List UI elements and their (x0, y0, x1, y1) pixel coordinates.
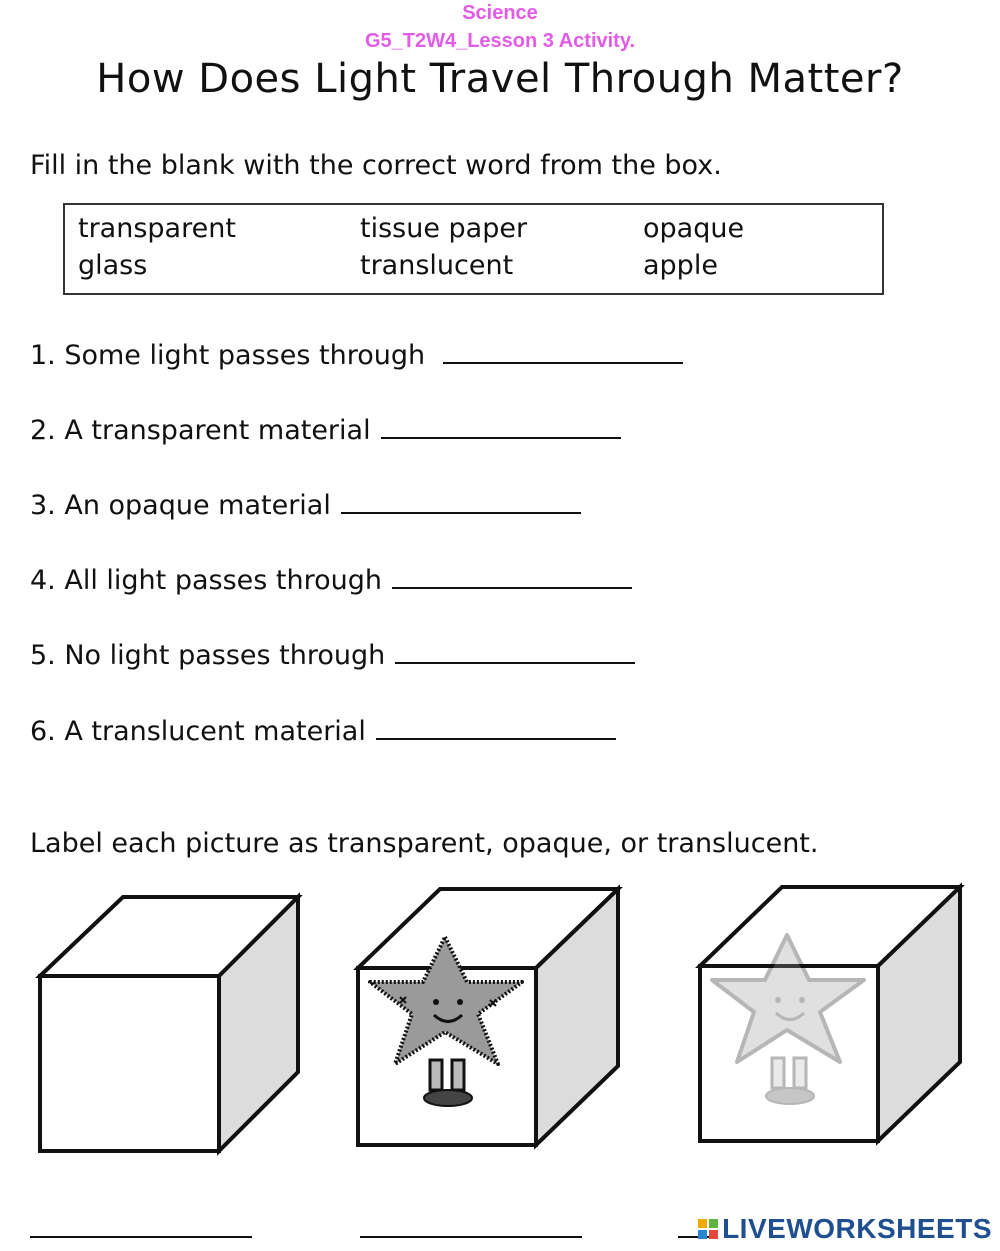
question-3 (30, 490, 581, 521)
answer-blank[interactable] (376, 732, 616, 740)
opaque-cube-picture (30, 890, 310, 1160)
word-bank-box (63, 203, 884, 295)
word-bank-item: tissue paper (360, 213, 528, 244)
page-title: How Does Light Travel Through Matter? (96, 56, 904, 102)
word-bank-item: transparent (78, 213, 236, 244)
answer-blank[interactable] (392, 581, 632, 589)
word-bank-item: opaque (643, 213, 745, 244)
word-bank-item: translucent (360, 250, 514, 281)
answer-blank[interactable] (395, 656, 635, 664)
question-6 (30, 716, 616, 747)
question-text: 1. Some light passes through (30, 340, 426, 371)
question-4 (30, 565, 632, 596)
fill-in-instruction: Fill in the blank with the correct word from the box. (30, 150, 722, 181)
word-bank-item: glass (78, 250, 148, 281)
label-instruction: Label each picture as transparent, opaque, or translucent. (30, 828, 819, 859)
answer-blank[interactable] (381, 431, 621, 439)
subject-label: Science (462, 2, 538, 24)
liveworksheets-logo (698, 1213, 992, 1245)
question-text: 5. No light passes through (30, 640, 386, 671)
brand-text: LIVEWORKSHEETS (722, 1213, 992, 1244)
question-text: 4. All light passes through (30, 565, 382, 596)
liveworksheets-icon (698, 1219, 718, 1239)
question-2 (30, 415, 621, 446)
word-bank-item: apple (643, 250, 718, 281)
question-text: 6. A translucent material (30, 716, 366, 747)
answer-blank[interactable] (443, 356, 683, 364)
lesson-label: G5_T2W4_Lesson 3 Activity. (364, 30, 636, 52)
question-1 (30, 340, 683, 371)
question-5 (30, 640, 635, 671)
picture-1-answer-line[interactable] (30, 1236, 252, 1238)
question-text: 2. A transparent material (30, 415, 371, 446)
question-text: 3. An opaque material (30, 490, 331, 521)
clear-cube-with-star-picture (350, 882, 630, 1162)
frosted-cube-with-star-picture (692, 880, 972, 1160)
picture-2-answer-line[interactable] (360, 1236, 582, 1238)
answer-blank[interactable] (341, 506, 581, 514)
